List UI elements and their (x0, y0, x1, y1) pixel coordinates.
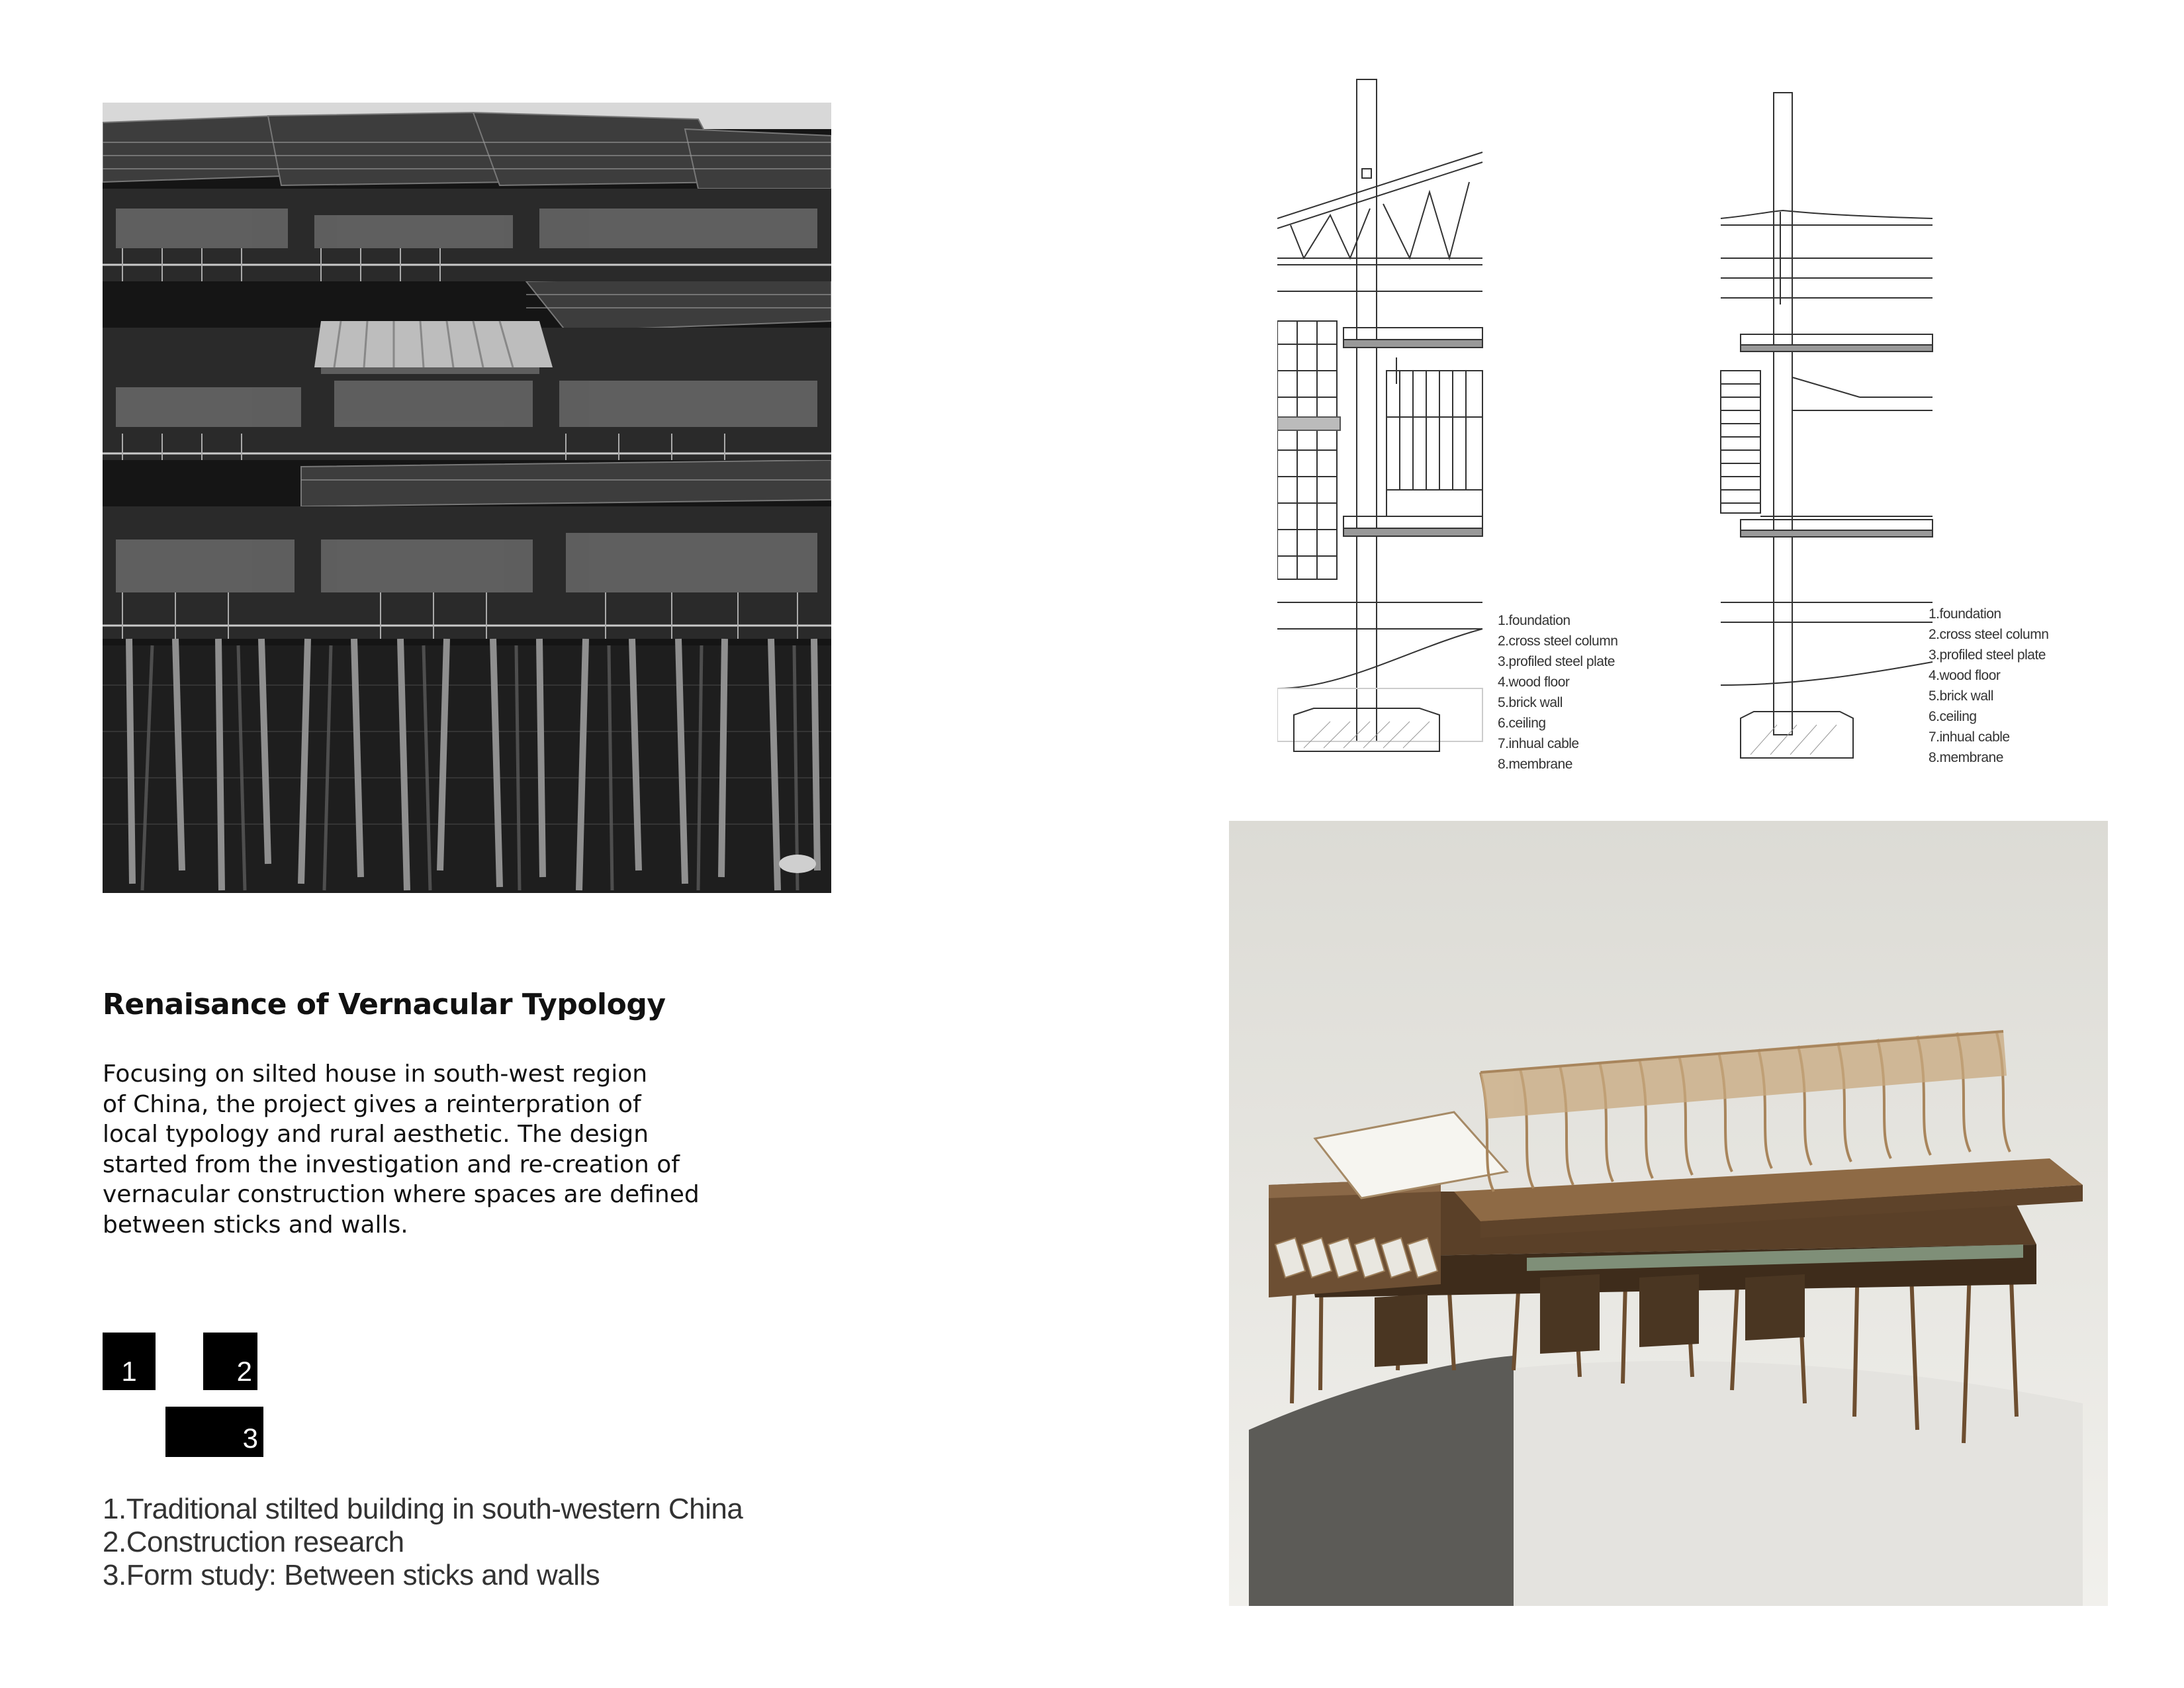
stilted-building-photo (103, 103, 831, 893)
index-box-1 (103, 1333, 156, 1390)
legend-item: 4.wood floor (1929, 668, 2001, 683)
description-line: Focusing on silted house in south-west region (103, 1060, 648, 1088)
legend-item: 1.foundation (1929, 606, 2001, 622)
legend-item: 3.profiled steel plate (1498, 654, 1615, 669)
legend-item: 4.wood floor (1498, 675, 1570, 690)
legend-item: 8.membrane (1929, 750, 2003, 765)
caption-1: 1.Traditional stilted building in south-western China (103, 1493, 743, 1525)
legend-item: 8.membrane (1498, 757, 1572, 772)
legend-item: 6.ceiling (1929, 709, 1977, 724)
project-title: Renaisance of Vernacular Typology (103, 988, 666, 1021)
legend-left (1498, 610, 1617, 774)
legend-item: 7.inhual cable (1498, 736, 1579, 751)
description-line: vernacular construction where spaces are defined (103, 1181, 700, 1208)
index-box-3 (165, 1407, 263, 1457)
legend-item: 5.brick wall (1498, 695, 1563, 710)
section-left (1277, 79, 1482, 751)
index-box-2 (203, 1333, 257, 1390)
caption-2: 2.Construction research (103, 1526, 404, 1558)
legend-right (1929, 604, 2048, 768)
render-illustration (1229, 821, 2108, 1606)
legend-item: 1.foundation (1498, 613, 1570, 628)
index-number: 1 (121, 1356, 137, 1387)
form-study-render (1229, 821, 2108, 1606)
index-number: 2 (236, 1356, 252, 1387)
section-right (1721, 93, 1933, 758)
project-description (103, 1059, 711, 1240)
legend-item: 7.inhual cable (1929, 729, 2010, 745)
figure-captions (103, 1493, 831, 1592)
description-line: between sticks and walls. (103, 1211, 408, 1239)
legend-item: 3.profiled steel plate (1929, 647, 2046, 663)
legend-item: 6.ceiling (1498, 716, 1546, 731)
description-line: started from the investigation and re-creation of (103, 1150, 680, 1178)
legend-item: 5.brick wall (1929, 688, 1993, 704)
caption-3: 3.Form study: Between sticks and walls (103, 1559, 600, 1591)
legend-item: 2.cross steel column (1929, 627, 2049, 642)
index-number: 3 (242, 1423, 258, 1454)
legend-item: 2.cross steel column (1498, 633, 1618, 649)
description-line: of China, the project gives a reinterpration of (103, 1090, 641, 1118)
description-line: local typology and rural aesthetic. The design (103, 1121, 649, 1148)
photo-illustration (103, 103, 831, 893)
